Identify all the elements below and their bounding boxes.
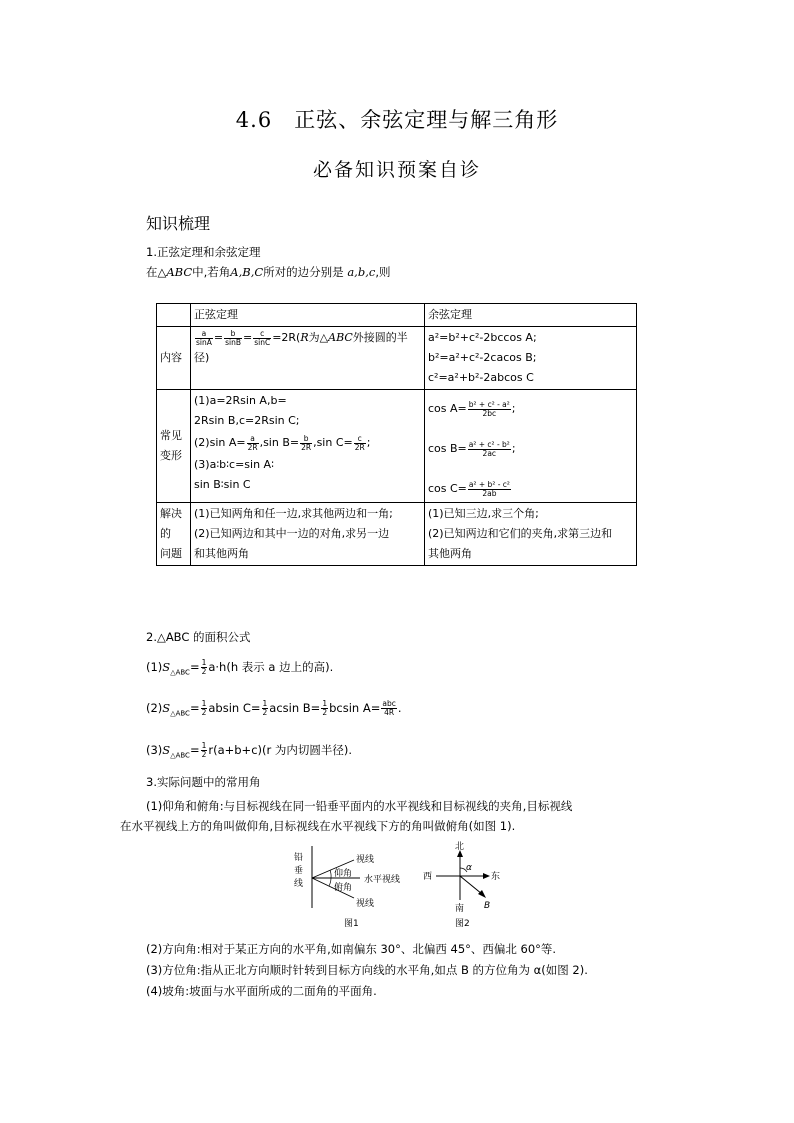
label-south: 南 [455, 904, 465, 914]
section-heading: 知识梳理 [146, 214, 211, 233]
cosine-variant-c: cos C= $\frac{\text{a² + b² - c²}}{2ab}$ [428, 479, 510, 498]
sine-variant-2: 2Rsin B,c=2Rsin C; [194, 414, 300, 427]
theorem-table [156, 303, 637, 566]
part3-heading: 3.实际问题中的常用角 [146, 775, 261, 789]
problem-line: 和其他两角 [194, 547, 249, 560]
page-subtitle: 必备知识预案自诊 [312, 159, 481, 181]
sine-law-line-2: 径) [194, 351, 210, 364]
cosine-content-cell [425, 327, 637, 390]
sine-variant-1: (1)a=2Rsin A,b= [194, 394, 287, 407]
label-sight-bottom: 视线 [356, 899, 375, 909]
problem-line: (1)已知三边,求三个角; [428, 507, 539, 520]
sine-variant-5: sin B∶sin C [194, 478, 251, 491]
fraction: $\frac{c}{\sin C}$ [254, 328, 271, 347]
row-label-line: 解决 [160, 507, 182, 520]
row-label-line: 常见 [160, 429, 182, 442]
cosine-variants-cell [425, 390, 637, 503]
sine-content-cell [191, 327, 425, 390]
sine-r: R [300, 331, 309, 344]
problem-line: (2)已知两边和它们的夹角,求第三边和 [428, 527, 613, 540]
sine-variant-4: (3)a∶b∶c=sin A∶ [194, 458, 274, 471]
figure1-caption: 图1 [344, 919, 359, 929]
paragraph-elevation-1: (1)仰角和俯角:与目标视线在同一铅垂平面内的水平视线和目标视线的夹角,目标视线 [146, 799, 573, 813]
table-corner [157, 304, 191, 327]
sine-problems-cell [191, 503, 425, 566]
cosine-variant-a: cos A= $\frac{\text{b² + c² - a²}}{2bc}$ ; [428, 399, 516, 418]
area-formula-2-text: . [397, 701, 402, 715]
intro-text: ,则 [375, 265, 391, 279]
sine-law-line: $\frac{a}{\sin A}$ = $\frac{b}{\sin B}$ = $\frac{c}{\sin C}$ =2R(R为△ABC外接圆的半 [196, 328, 408, 347]
sine-variants-cell [191, 390, 425, 503]
row-label-content: 内容 [157, 327, 191, 390]
part1-heading: 1.正弦定理和余弦定理 [146, 245, 261, 259]
intro-angles: A,B,C [230, 265, 264, 279]
intro-abc: ABC [166, 265, 193, 279]
paragraph-elevation-2: 在水平视线上方的角叫做仰角,目标视线在水平视线下方的角叫做俯角(如图 1). [120, 819, 516, 833]
page-title: 4.6 正弦、余弦定理与解三角形 [235, 108, 559, 132]
area-formula-1-text: a·h(h 表示 a 边上的高). [208, 660, 334, 674]
sine-abc: ABC [328, 331, 353, 344]
intro-text: 所对的边分别是 [263, 265, 344, 279]
label-east: 东 [491, 872, 501, 882]
figure2-bearing [423, 840, 500, 929]
table-header-row [157, 304, 637, 327]
table-row-problems [157, 503, 637, 566]
intro-sides: a,b,c [347, 265, 376, 279]
sine-variant-3: (2)sin A= $\frac{a}{2R}$ ,sin B= $\frac{b}{2R}$ ,sin C= $\frac{c}{2R}$ ; [194, 433, 371, 452]
row-label-line: 问题 [160, 547, 182, 560]
table-row-content [157, 327, 637, 390]
paragraph-direction-angle: (2)方向角:相对于某正方向的水平角,如南偏东 30°、北偏西 45°、西偏北 60°等. [146, 942, 557, 956]
part1-intro [146, 264, 390, 280]
intro-text: 在△ [146, 265, 167, 279]
fraction: $\frac{a}{\sin A}$ [196, 328, 212, 347]
label-depression: 俯角 [334, 883, 353, 893]
problem-line: (2)已知两边和其中一边的对角,求另一边 [194, 527, 390, 540]
paragraph-bearing-angle: (3)方位角:指从正北方向顺时针转到目标方向线的水平角,如点 B 的方位角为 α(如图 2). [146, 963, 588, 977]
row-label-line: 的 [160, 527, 171, 540]
row-label-line: 变形 [160, 449, 182, 462]
label-horizontal: 水平视线 [364, 875, 401, 885]
sine-text: 为△ [308, 331, 329, 344]
table-header-sine: 正弦定理 [191, 304, 425, 327]
area-formula-3-text: r(a+b+c)(r 为内切圆半径). [208, 743, 353, 757]
label-vertical-3: 线 [294, 879, 304, 889]
problem-line: 其他两角 [428, 547, 472, 560]
label-b: B [484, 901, 491, 911]
row-label-problems [157, 503, 191, 566]
label-vertical-1: 铅 [294, 853, 304, 863]
label-elevation: 仰角 [334, 869, 353, 879]
problem-line: (1)已知两角和任一边,求其他两边和一角; [194, 507, 393, 520]
area-formula-3: $(3)S_{\triangle ABC}=$ $\frac{1}{2}$ r(a+b+c)(r 为内切圆半径). [146, 741, 353, 760]
label-sight-top: 视线 [356, 855, 375, 865]
intro-text: 中,若角 [192, 265, 231, 279]
area-formula-1: $(1)S_{\triangle ABC}=$ $\frac{1}{2}$ a·h(h 表示 a 边上的高). [146, 658, 334, 677]
label-alpha: α [466, 863, 472, 873]
cosine-variant-b: cos B= $\frac{\text{a² + c² - b²}}{2ac}$ ; [428, 439, 516, 458]
label-north: 北 [455, 842, 465, 852]
figure2-caption: 图2 [455, 919, 470, 929]
table-header-cosine: 余弦定理 [425, 304, 637, 327]
part2-heading: 2.△ABC 的面积公式 [146, 630, 251, 644]
sine-eq-text: =2R( [272, 331, 301, 344]
label-vertical-2: 垂 [294, 866, 304, 876]
cosine-formula-3: c²=a²+b²-2abcos C [428, 371, 534, 384]
cosine-formula-1: a²=b²+c²-2bccos A; [428, 331, 537, 344]
row-label-variants [157, 390, 191, 503]
angle-figures [280, 840, 520, 930]
cosine-formula-2: b²=a²+c²-2cacos B; [428, 351, 537, 364]
table-row-variants [157, 390, 637, 503]
label-west: 西 [423, 872, 433, 882]
area-formula-2: $(2)S_{\triangle ABC}=$ $\frac{1}{2}$ absin C= $\frac{1}{2}$ acsin B= $\frac{1}{2}$ bcsin A= $\frac{\text{abc}}{4R}$ . [146, 699, 402, 718]
fraction: $\frac{b}{\sin B}$ [225, 328, 241, 347]
figure1-elevation-depression [294, 846, 400, 929]
paragraph-slope-angle: (4)坡角:坡面与水平面所成的二面角的平面角. [146, 984, 377, 998]
cosine-problems-cell [425, 503, 637, 566]
sine-tail: 外接圆的半 [352, 331, 408, 344]
